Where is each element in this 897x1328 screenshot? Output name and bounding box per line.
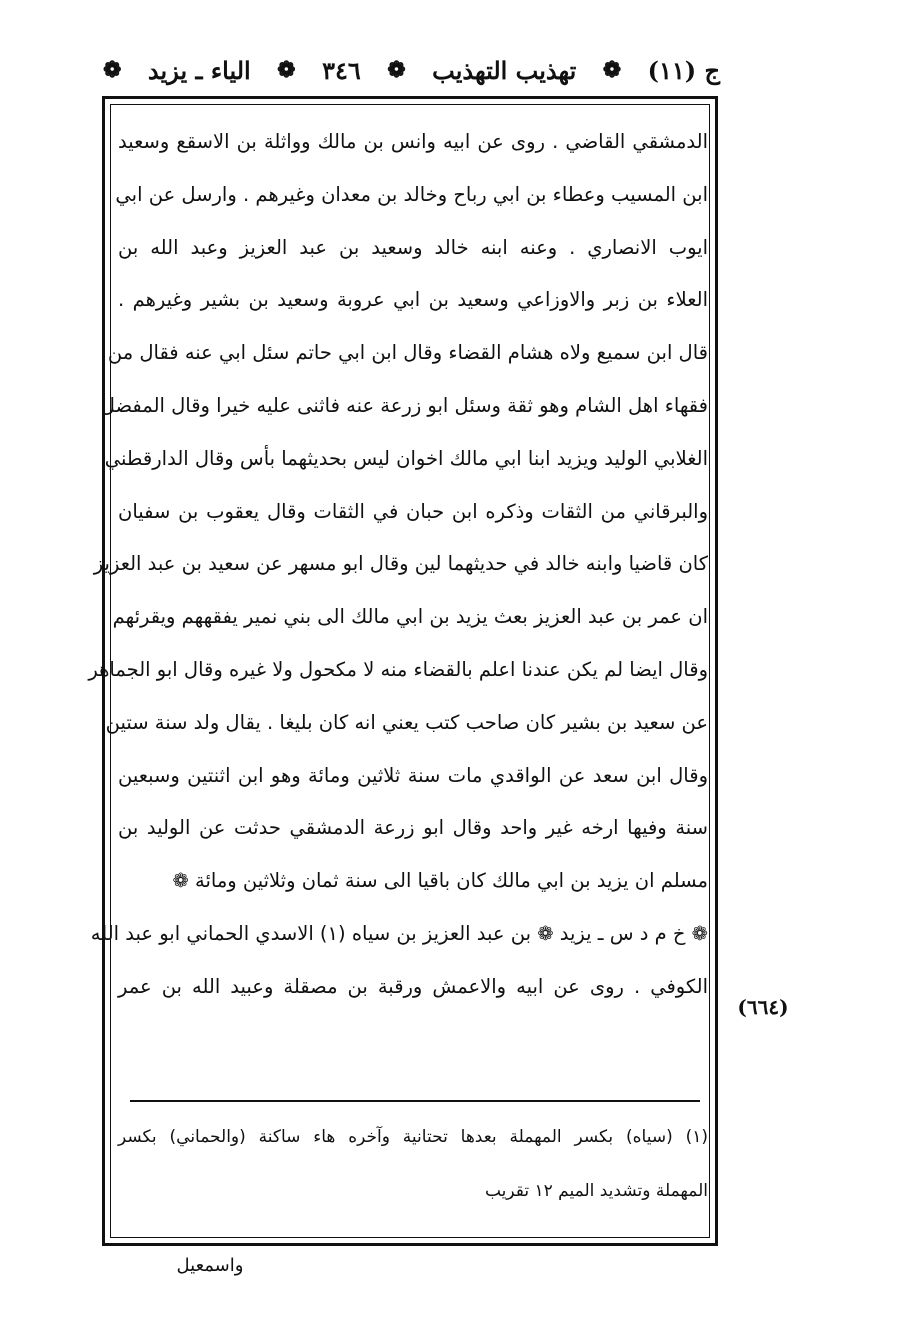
text-line: وقال ابن سعد عن الواقدي مات سنة ثلاثين ومائة وهو ابن اثنتين وسبعين xyxy=(118,763,708,787)
text-line: ايوب الانصاري . وعنه ابنه خالد وسعيد بن عبد العزيز وعبد الله بن xyxy=(118,235,708,259)
text-line: كان قاضيا وابنه خالد في حديثهما لين وقال ابو مسهر عن سعيد بن عبد العزيز xyxy=(93,552,708,576)
text-line: الغلابي الوليد ويزيد ابنا ابي مالك اخوان ليس بحديثهما بأس وقال الدارقطني xyxy=(104,446,708,470)
text-line: فقهاء اهل الشام وهو ثقة وسئل ابو زرعة عنه فاثنى عليه خيرا وقال المفضل xyxy=(100,393,708,417)
footnote-divider xyxy=(130,1100,700,1102)
volume-label: ج (١١) xyxy=(647,55,720,85)
text-line: سنة وفيها ارخه غير واحد وقال ابو زرعة الدمشقي حدثت عن الوليد بن xyxy=(118,816,708,840)
text-line: وقال ايضا لم يكن عندنا اعلم بالقضاء منه لا مكحول ولا غيره وقال ابو الجماهر xyxy=(88,657,708,681)
footnote xyxy=(118,1110,708,1218)
book-title: تهذيب التهذيب xyxy=(432,55,577,85)
main-text xyxy=(88,116,708,1014)
header-ornament-icon: ❁ xyxy=(103,57,122,83)
footnote-line: (١) (سياه) بكسر المهملة بعدها تحتانية وآخره هاء ساكنة (والحماني) بكسر xyxy=(118,1127,708,1147)
text-line: ابن المسيب وعطاء بن ابي رباح وخالد بن معدان وغيرهم . وارسل عن ابي xyxy=(115,182,708,206)
page-header xyxy=(100,50,720,90)
text-line: الكوفي . روى عن ابيه والاعمش ورقبة بن مصقلة وعبيد الله بن عمر xyxy=(118,974,708,998)
text-line: مسلم ان يزيد بن ابي مالك كان باقيا الى سنة ثمان وثلاثين ومائة ❁ xyxy=(172,869,708,893)
text-line: العلاء بن زبر والاوزاعي وسعيد بن ابي عروبة وسعيد بن بشير وغيرهم . xyxy=(118,288,708,312)
text-line: الدمشقي القاضي . روى عن ابيه وانس بن مالك وواثلة بن الاسقع وسعيد xyxy=(118,130,708,153)
text-line: قال ابن سميع ولاه هشام القضاء وقال ابن ابي حاتم سئل ابي عنه فقال من xyxy=(107,341,708,365)
entry-number: (٦٦٤) xyxy=(737,995,789,1019)
header-ornament-icon: ❁ xyxy=(277,57,296,83)
text-line: ان عمر بن عبد العزيز بعث يزيد بن ابي مالك الى بني نمير يفقههم ويقرئهم xyxy=(112,605,708,629)
text-line: عن سعيد بن بشير كان صاحب كتب يعني انه كان بليغا . يقال ولد سنة ستين xyxy=(105,710,708,734)
catchword: واسمعيل xyxy=(176,1255,244,1276)
text-line: والبرقاني من الثقات وذكره ابن حبان في الثقات وقال يعقوب بن سفيان xyxy=(118,499,708,523)
page-number: ٣٤٦ xyxy=(322,55,361,85)
section-title: الياء ـ يزيد xyxy=(147,55,251,85)
entry-heading-line: ❁ خ م د س ـ يزيد ❁ بن عبد العزيز بن سياه (١) الاسدي الحماني ابو عبد الله xyxy=(90,921,708,945)
header-ornament-icon: ❁ xyxy=(387,57,406,83)
footnote-line: المهملة وتشديد الميم ١٢ تقريب xyxy=(484,1181,708,1201)
header-ornament-icon: ❁ xyxy=(602,57,622,83)
